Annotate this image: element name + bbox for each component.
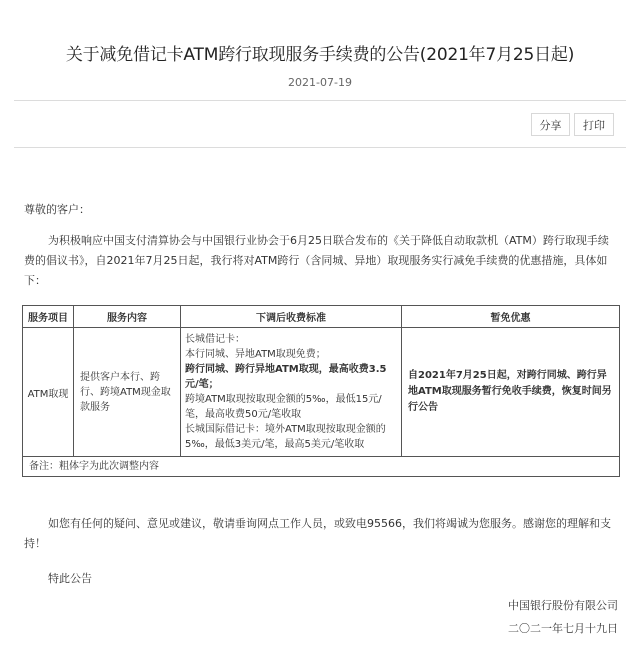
- table-note-row: [23, 457, 620, 477]
- fee-standard-line: 长城国际借记卡：境外ATM取现按取现金额的5‰，最低3美元/笔，最高5美元/笔收取: [185, 424, 386, 450]
- fee-standard-cell: [181, 328, 402, 457]
- table-note: 备注：粗体字为此次调整内容: [23, 457, 620, 477]
- greeting: 尊敬的客户：: [24, 203, 90, 216]
- table-header-cell: 服务项目: [23, 306, 74, 328]
- intro-paragraph: 为积极响应中国支付清算协会与中国银行业协会于6月25日联合发布的《关于降低自动取款机（ATM）跨行取现手续费的倡议书》，自2021年7月25日起，我行将对ATM跨行（含同城、异地）取现服务实行减免手续费的优惠措施，具体如下：: [24, 234, 609, 287]
- service-content-cell: 提供客户本行、跨行、跨境ATM现金取款服务: [74, 328, 181, 457]
- closing-text: 特此公告: [48, 572, 92, 585]
- fee-standard-line: 本行同城、异地ATM取现免费；: [185, 349, 326, 360]
- fee-table: [22, 305, 620, 477]
- fee-standard-line: 跨境ATM取现按取现金额的5‰，最低15元/笔，最高收费50元/笔收取: [185, 394, 382, 420]
- contact-paragraph: 如您有任何的疑问、意见或建议，敬请垂询网点工作人员，或致电95566，我们将竭诚为您服务。感谢您的理解和支持！: [24, 517, 611, 550]
- table-header-cell: 暂免优惠: [402, 306, 620, 328]
- signature-org: 中国银行股份有限公司: [508, 599, 618, 612]
- fee-standard-line: 长城借记卡：: [185, 334, 245, 345]
- table-header-row: [23, 306, 620, 328]
- exemption-cell: 自2021年7月25日起，对跨行同城、跨行异地ATM取现服务暂行免收手续费，恢复时间另行公告: [402, 328, 620, 457]
- service-item-cell: ATM取现: [23, 328, 74, 457]
- table-row: [23, 328, 620, 457]
- header-divider: [14, 100, 626, 101]
- toolbar-divider: [14, 147, 626, 148]
- signature-date: 二〇二一年七月十九日: [508, 622, 618, 635]
- table-header-cell: 服务内容: [74, 306, 181, 328]
- fee-standard-line-bold: 跨行同城、跨行异地ATM取现，最高收费3.5元/笔；: [185, 364, 387, 390]
- print-button[interactable]: 打印: [574, 113, 614, 136]
- table-header-cell: 下调后收费标准: [181, 306, 402, 328]
- page-title: 关于减免借记卡ATM跨行取现服务手续费的公告(2021年7月25日起): [65, 45, 575, 65]
- share-button[interactable]: 分享: [531, 113, 570, 136]
- publish-date: 2021-07-19: [288, 76, 352, 89]
